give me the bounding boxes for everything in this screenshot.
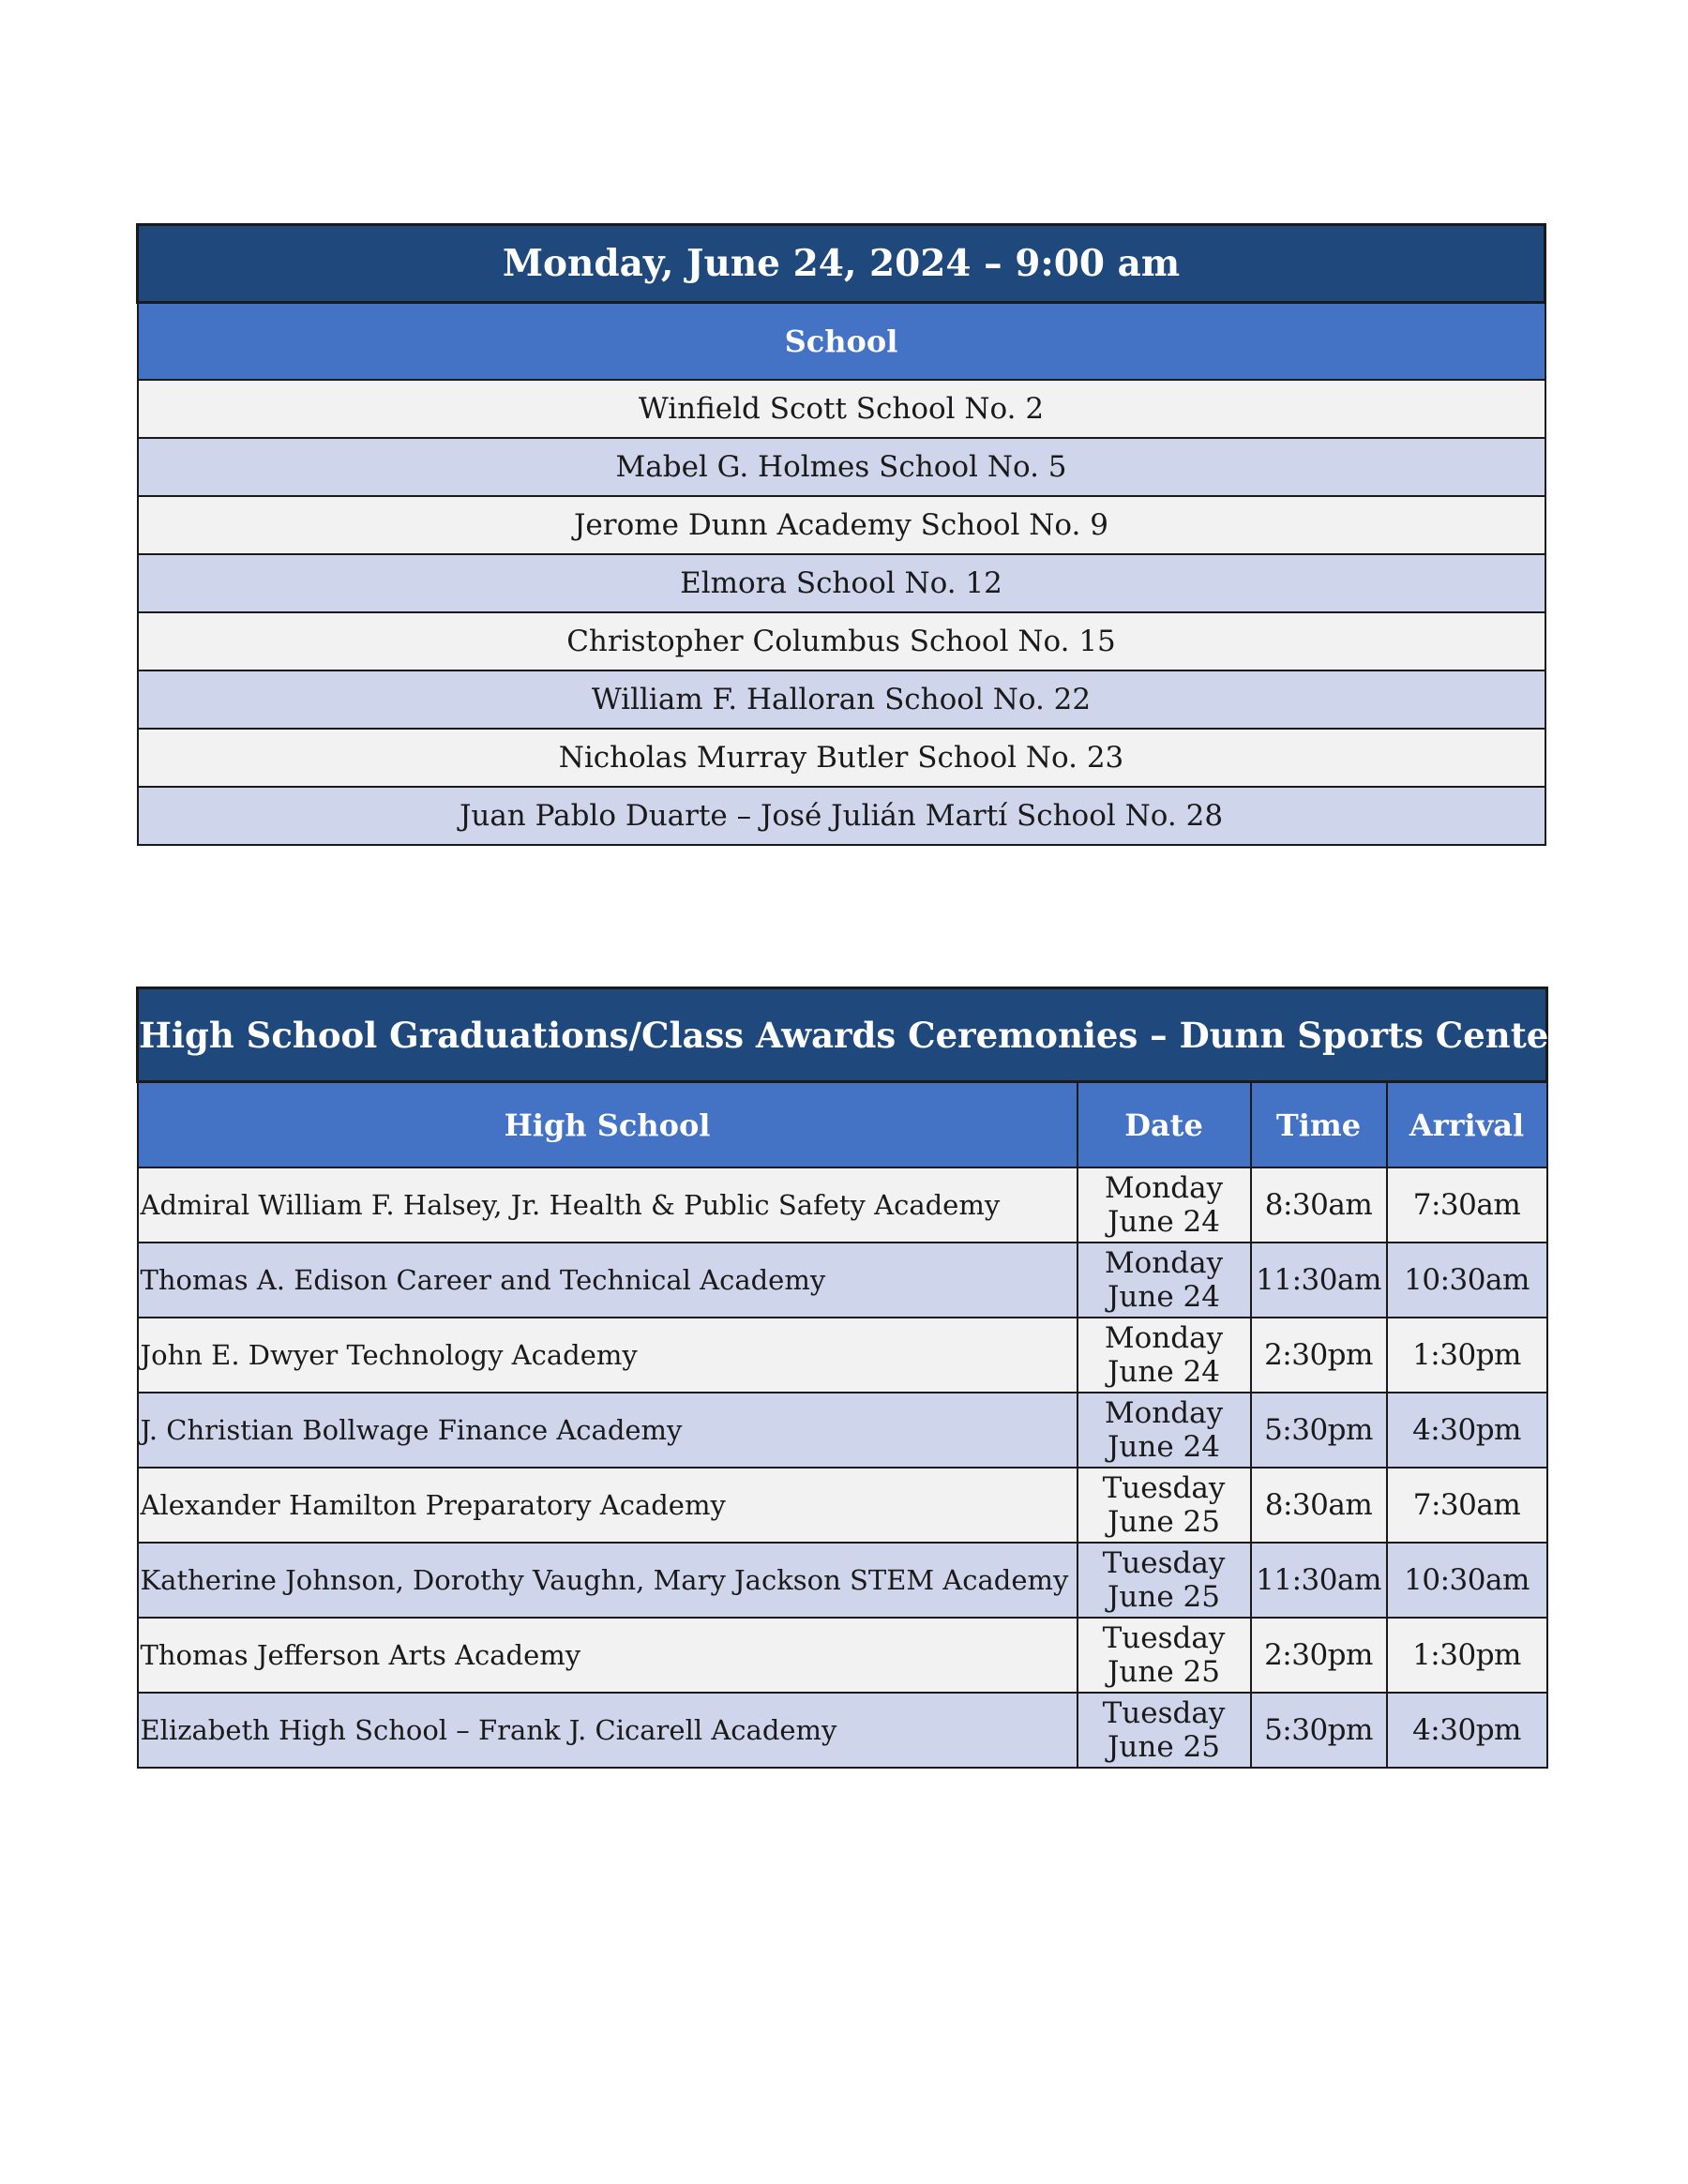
date-label: June 25 — [1107, 1580, 1220, 1614]
date-cell — [1078, 1618, 1251, 1693]
date-label: June 25 — [1107, 1730, 1220, 1764]
arrival-cell: 4:30pm — [1387, 1693, 1547, 1768]
elementary-table-title: Monday, June 24, 2024 – 9:00 am — [138, 225, 1545, 303]
weekday-label: Tuesday — [1102, 1696, 1226, 1730]
date-column-header: Date — [1078, 1082, 1251, 1168]
table-header-row — [138, 1082, 1547, 1168]
date-cell — [1078, 1693, 1251, 1768]
table-row — [138, 1618, 1547, 1693]
school-cell: Juan Pablo Duarte – José Julián Martí School No. 28 — [138, 787, 1545, 845]
elementary-schedule-table — [136, 223, 1546, 846]
table-row — [138, 787, 1545, 845]
school-cell: William F. Halloran School No. 22 — [138, 670, 1545, 729]
table-row — [138, 1543, 1547, 1618]
table-title-row — [138, 988, 1547, 1082]
time-cell: 8:30am — [1251, 1468, 1387, 1543]
table-row — [138, 496, 1545, 554]
time-cell: 11:30am — [1251, 1543, 1387, 1618]
date-cell — [1078, 1543, 1251, 1618]
time-cell: 2:30pm — [1251, 1618, 1387, 1693]
school-cell: Christopher Columbus School No. 15 — [138, 612, 1545, 670]
high-school-name-cell: J. Christian Bollwage Finance Academy — [138, 1393, 1078, 1468]
table-row — [138, 1318, 1547, 1393]
table-row — [138, 612, 1545, 670]
school-column-header: School — [138, 303, 1545, 381]
high-school-name-cell: Alexander Hamilton Preparatory Academy — [138, 1468, 1078, 1543]
high-school-name-cell: Admiral William F. Halsey, Jr. Health & Public Safety Academy — [138, 1167, 1078, 1243]
arrival-cell: 1:30pm — [1387, 1618, 1547, 1693]
date-cell — [1078, 1393, 1251, 1468]
high-school-column-header: High School — [138, 1082, 1078, 1168]
table-header-row — [138, 303, 1545, 381]
table-row — [138, 438, 1545, 496]
table-row — [138, 1468, 1547, 1543]
date-cell — [1078, 1167, 1251, 1243]
date-label: June 24 — [1107, 1280, 1220, 1314]
school-cell: Jerome Dunn Academy School No. 9 — [138, 496, 1545, 554]
school-cell: Winfield Scott School No. 2 — [138, 380, 1545, 438]
weekday-label: Monday — [1104, 1246, 1224, 1280]
date-cell — [1078, 1468, 1251, 1543]
arrival-cell: 7:30am — [1387, 1167, 1547, 1243]
table-row — [138, 380, 1545, 438]
school-cell: Elmora School No. 12 — [138, 554, 1545, 612]
table-row — [138, 729, 1545, 787]
table-row — [138, 1243, 1547, 1318]
date-label: June 25 — [1107, 1655, 1220, 1689]
date-label: June 24 — [1107, 1205, 1220, 1239]
date-label: June 24 — [1107, 1355, 1220, 1389]
time-column-header: Time — [1251, 1082, 1387, 1168]
school-cell: Nicholas Murray Butler School No. 23 — [138, 729, 1545, 787]
weekday-label: Tuesday — [1102, 1546, 1226, 1580]
school-cell: Mabel G. Holmes School No. 5 — [138, 438, 1545, 496]
time-cell: 5:30pm — [1251, 1393, 1387, 1468]
table-row — [138, 670, 1545, 729]
time-cell: 11:30am — [1251, 1243, 1387, 1318]
high-school-name-cell: Thomas A. Edison Career and Technical Academy — [138, 1243, 1078, 1318]
table-row — [138, 1693, 1547, 1768]
weekday-label: Tuesday — [1102, 1471, 1226, 1505]
arrival-cell: 7:30am — [1387, 1468, 1547, 1543]
high-school-name-cell: Thomas Jefferson Arts Academy — [138, 1618, 1078, 1693]
weekday-label: Monday — [1104, 1321, 1224, 1355]
date-cell — [1078, 1243, 1251, 1318]
date-label: June 25 — [1107, 1505, 1220, 1539]
table-row — [138, 554, 1545, 612]
high-school-schedule-table — [136, 987, 1567, 1769]
arrival-cell: 10:30am — [1387, 1243, 1547, 1318]
table-row — [138, 1393, 1547, 1468]
time-cell: 8:30am — [1251, 1167, 1387, 1243]
high-school-table-title: High School Graduations/Class Awards Ceremonies – Dunn Sports Center — [138, 988, 1547, 1082]
table-title-row — [138, 225, 1545, 303]
time-cell: 5:30pm — [1251, 1693, 1387, 1768]
high-school-name-cell: Elizabeth High School – Frank J. Cicarell Academy — [138, 1693, 1078, 1768]
arrival-cell: 10:30am — [1387, 1543, 1547, 1618]
weekday-label: Monday — [1104, 1396, 1224, 1430]
weekday-label: Tuesday — [1102, 1621, 1226, 1655]
arrival-column-header: Arrival — [1387, 1082, 1547, 1168]
date-label: June 24 — [1107, 1430, 1220, 1464]
date-cell — [1078, 1318, 1251, 1393]
high-school-name-cell: John E. Dwyer Technology Academy — [138, 1318, 1078, 1393]
arrival-cell: 1:30pm — [1387, 1318, 1547, 1393]
high-school-name-cell: Katherine Johnson, Dorothy Vaughn, Mary Jackson STEM Academy — [138, 1543, 1078, 1618]
time-cell: 2:30pm — [1251, 1318, 1387, 1393]
weekday-label: Monday — [1104, 1171, 1224, 1205]
arrival-cell: 4:30pm — [1387, 1393, 1547, 1468]
table-row — [138, 1167, 1547, 1243]
